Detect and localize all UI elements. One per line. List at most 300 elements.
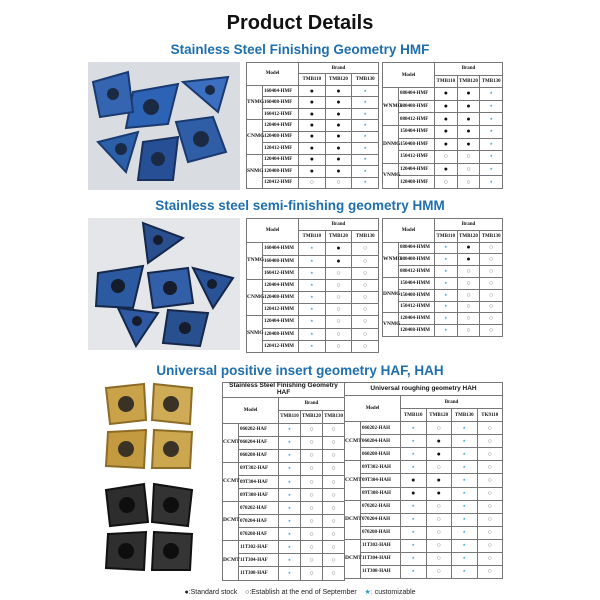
- availability-mark: ○: [352, 243, 379, 255]
- table-row: [247, 177, 379, 188]
- table-row: [383, 176, 503, 189]
- availability-mark: ●: [435, 163, 458, 176]
- availability-mark: ●: [457, 100, 480, 113]
- model-code: 09T308-HAF: [239, 489, 279, 502]
- availability-mark: ○: [477, 513, 503, 526]
- availability-mark: ○: [352, 304, 379, 316]
- brand-header: Brand: [299, 63, 379, 74]
- availability-mark: ○: [426, 513, 452, 526]
- availability-mark: ●: [325, 85, 352, 96]
- availability-mark: ⋆: [299, 267, 326, 279]
- availability-mark: ●: [457, 113, 480, 126]
- availability-mark: ●: [299, 97, 326, 108]
- table-row: [383, 289, 503, 301]
- availability-mark: ○: [301, 476, 323, 489]
- model-code: 11T302-HAH: [361, 539, 401, 552]
- availability-mark: ⋆: [279, 436, 301, 449]
- availability-mark: ○: [352, 267, 379, 279]
- availability-mark: ●: [401, 474, 427, 487]
- model-code: 120408-HMM: [263, 328, 299, 340]
- table-row: [247, 304, 379, 316]
- availability-mark: ○: [301, 449, 323, 462]
- spec-table-hmf-2: [382, 62, 503, 189]
- availability-mark: ○: [352, 328, 379, 340]
- table-row: [383, 88, 503, 101]
- availability-mark: ⋆: [435, 301, 458, 313]
- model-code: 120412-HMF: [263, 177, 299, 188]
- availability-mark: ○: [325, 316, 352, 328]
- availability-mark: ⋆: [435, 254, 458, 266]
- availability-mark: ○: [323, 554, 345, 567]
- availability-mark: ○: [323, 541, 345, 554]
- availability-mark: ⋆: [352, 166, 379, 177]
- availability-mark: ⋆: [435, 242, 458, 254]
- brand-column-header: TMB130: [480, 230, 503, 242]
- availability-mark: ○: [435, 176, 458, 189]
- table-row: [345, 435, 503, 448]
- availability-mark: ○: [352, 316, 379, 328]
- availability-mark: ●: [457, 138, 480, 151]
- model-code: 060208-HAF: [239, 449, 279, 462]
- insert-type: TNMG: [247, 85, 263, 119]
- availability-mark: ○: [480, 301, 503, 313]
- availability-mark: ○: [477, 435, 503, 448]
- product-photo-hmm: [88, 218, 240, 350]
- insert-type: DNMG: [383, 125, 399, 163]
- availability-mark: ○: [352, 292, 379, 304]
- availability-mark: ○: [426, 552, 452, 565]
- availability-mark: ●: [435, 100, 458, 113]
- insert-type: CCMT: [223, 462, 239, 501]
- availability-mark: ○: [323, 502, 345, 515]
- availability-mark: ⋆: [452, 448, 478, 461]
- availability-mark: ⋆: [480, 113, 503, 126]
- insert-type: WNMG: [383, 88, 399, 126]
- availability-mark: ○: [457, 313, 480, 325]
- model-code: 070204-HAF: [239, 515, 279, 528]
- insert-type: CNMG: [247, 120, 263, 154]
- availability-mark: ○: [457, 277, 480, 289]
- availability-mark: ○: [323, 462, 345, 475]
- availability-mark: ⋆: [352, 108, 379, 119]
- table-row: [247, 108, 379, 119]
- insert-type: VNMG: [383, 163, 399, 188]
- model-code: 09T304-HAF: [239, 476, 279, 489]
- table-row: [223, 423, 345, 436]
- model-code: 120412-HMM: [263, 340, 299, 352]
- availability-mark: ⋆: [299, 316, 326, 328]
- availability-mark: ○: [323, 528, 345, 541]
- availability-mark: ⋆: [452, 422, 478, 435]
- legend-customizable-mark: ★:: [364, 589, 373, 596]
- table-row: [247, 154, 379, 165]
- insert-type: CCMT: [223, 423, 239, 462]
- model-code: 120408-HMM: [263, 292, 299, 304]
- brand-column-header: TMB110: [279, 410, 301, 423]
- availability-mark: ⋆: [299, 243, 326, 255]
- brand-column-header: TK9110: [477, 409, 503, 422]
- availability-mark: ○: [426, 461, 452, 474]
- insert-type: WNMG: [383, 242, 399, 277]
- availability-mark: ⋆: [401, 565, 427, 578]
- table-row: [345, 513, 503, 526]
- table-row: [223, 541, 345, 554]
- insert-type: DCMT: [345, 500, 361, 539]
- availability-mark: ⋆: [401, 461, 427, 474]
- spec-table-hah: [344, 382, 503, 579]
- availability-mark: ●: [457, 254, 480, 266]
- model-code: 120412-HMF: [263, 143, 299, 154]
- availability-mark: ○: [325, 279, 352, 291]
- availability-mark: ●: [299, 108, 326, 119]
- insert-type: DCMT: [345, 539, 361, 578]
- availability-mark: ○: [352, 279, 379, 291]
- table-row: [223, 502, 345, 515]
- model-code: 160408-HMF: [263, 97, 299, 108]
- availability-mark: ⋆: [480, 88, 503, 101]
- model-code: 080404-HMF: [399, 88, 435, 101]
- table-row: [247, 255, 379, 267]
- brand-column-header: TMB120: [301, 410, 323, 423]
- availability-mark: ●: [435, 138, 458, 151]
- spec-table-hmm-1: [246, 218, 379, 353]
- availability-mark: ⋆: [352, 154, 379, 165]
- availability-mark: ⋆: [480, 163, 503, 176]
- model-code: 120404-HMF: [263, 154, 299, 165]
- brand-column-header: TMB110: [435, 230, 458, 242]
- availability-mark: ○: [426, 500, 452, 513]
- availability-mark: ⋆: [435, 325, 458, 337]
- availability-mark: ⋆: [279, 515, 301, 528]
- availability-mark: ⋆: [352, 177, 379, 188]
- availability-mark: ○: [457, 163, 480, 176]
- table-row: [247, 97, 379, 108]
- availability-mark: ○: [323, 567, 345, 580]
- availability-mark: ○: [325, 177, 352, 188]
- table-row: [247, 166, 379, 177]
- availability-mark: ○: [301, 502, 323, 515]
- availability-mark: ○: [426, 565, 452, 578]
- availability-mark: ●: [299, 143, 326, 154]
- availability-mark: ⋆: [279, 423, 301, 436]
- availability-mark: ⋆: [401, 422, 427, 435]
- model-code: 09T302-HAF: [239, 462, 279, 475]
- brand-column-header: TMB120: [325, 74, 352, 85]
- availability-mark: ⋆: [299, 304, 326, 316]
- availability-mark: ⋆: [480, 100, 503, 113]
- model-code: 09T308-HAH: [361, 487, 401, 500]
- table-row: [223, 554, 345, 567]
- availability-mark: ○: [457, 151, 480, 164]
- model-code: 080408-HMF: [399, 100, 435, 113]
- table-row: [223, 462, 345, 475]
- table-row: [345, 448, 503, 461]
- availability-mark: ⋆: [401, 435, 427, 448]
- brand-header: Brand: [279, 397, 345, 410]
- availability-mark: ⋆: [401, 500, 427, 513]
- availability-mark: ○: [457, 266, 480, 278]
- model-header: Model: [345, 396, 401, 422]
- availability-mark: ●: [426, 448, 452, 461]
- table-row: [223, 449, 345, 462]
- spec-table-hmm-2: [382, 218, 503, 337]
- availability-mark: ⋆: [452, 435, 478, 448]
- brand-column-header: TMB120: [325, 231, 352, 243]
- availability-mark: ⋆: [352, 85, 379, 96]
- availability-mark: ●: [435, 125, 458, 138]
- availability-mark: ●: [299, 131, 326, 142]
- availability-mark: ⋆: [279, 502, 301, 515]
- availability-mark: ○: [301, 423, 323, 436]
- section-heading-hmf: Stainless Steel Finishing Geometry HMF: [170, 42, 430, 57]
- model-code: 060208-HAH: [361, 448, 401, 461]
- availability-mark: ○: [457, 325, 480, 337]
- availability-mark: ○: [477, 487, 503, 500]
- brand-column-header: TMB110: [435, 75, 458, 88]
- brand-column-header: TMB120: [426, 409, 452, 422]
- model-code: 120404-HMM: [263, 279, 299, 291]
- table-row: [345, 487, 503, 500]
- availability-mark: ●: [435, 88, 458, 101]
- availability-mark: ○: [301, 567, 323, 580]
- availability-mark: ●: [325, 166, 352, 177]
- model-code: 120404-HMM: [399, 313, 435, 325]
- model-code: 11T304-HAH: [361, 552, 401, 565]
- table-row: [247, 85, 379, 96]
- model-code: 120404-HMF: [399, 163, 435, 176]
- brand-column-header: TMB130: [452, 409, 478, 422]
- model-code: 070202-HAH: [361, 500, 401, 513]
- availability-mark: ⋆: [352, 143, 379, 154]
- availability-mark: ⋆: [279, 476, 301, 489]
- availability-mark: ●: [325, 131, 352, 142]
- availability-mark: ○: [477, 565, 503, 578]
- availability-mark: ⋆: [299, 328, 326, 340]
- availability-mark: ⋆: [352, 120, 379, 131]
- section-heading-haf-hah: Universal positive insert geometry HAF, HAH: [156, 363, 444, 378]
- model-code: 080412-HMF: [399, 113, 435, 126]
- model-code: 150408-HMM: [399, 289, 435, 301]
- availability-mark: ⋆: [279, 449, 301, 462]
- availability-mark: ⋆: [452, 513, 478, 526]
- availability-mark: ●: [457, 88, 480, 101]
- availability-mark: ⋆: [452, 539, 478, 552]
- model-code: 120408-HMM: [399, 325, 435, 337]
- brand-column-header: TMB120: [457, 230, 480, 242]
- availability-mark: ○: [480, 266, 503, 278]
- availability-mark: ○: [299, 177, 326, 188]
- availability-mark: ⋆: [352, 97, 379, 108]
- availability-mark: ⋆: [452, 487, 478, 500]
- availability-mark: ⋆: [299, 292, 326, 304]
- model-code: 070208-HAH: [361, 526, 401, 539]
- availability-mark: ○: [325, 340, 352, 352]
- availability-mark: ○: [323, 489, 345, 502]
- availability-mark: ○: [457, 176, 480, 189]
- table-row: [247, 328, 379, 340]
- insert-type: DCMT: [223, 541, 239, 580]
- availability-mark: ⋆: [279, 554, 301, 567]
- availability-mark: ●: [325, 143, 352, 154]
- model-code: 150404-HMF: [399, 125, 435, 138]
- availability-mark: ⋆: [401, 448, 427, 461]
- table-row: [247, 267, 379, 279]
- table-row: [223, 567, 345, 580]
- availability-mark: ⋆: [401, 539, 427, 552]
- table-row: [345, 461, 503, 474]
- availability-mark: ○: [477, 422, 503, 435]
- spec-table-hmf-1: [246, 62, 379, 189]
- table-row: [247, 243, 379, 255]
- availability-mark: ○: [323, 449, 345, 462]
- availability-mark: ○: [325, 292, 352, 304]
- model-code: 11T308-HAF: [239, 567, 279, 580]
- availability-mark: ⋆: [480, 176, 503, 189]
- brand-column-header: TMB120: [457, 75, 480, 88]
- availability-mark: ●: [325, 255, 352, 267]
- table-row: [345, 565, 503, 578]
- model-code: 09T302-HAH: [361, 461, 401, 474]
- section-heading-hmm: Stainless steel semi-finishing geometry HMM: [155, 198, 445, 213]
- availability-mark: ○: [480, 242, 503, 254]
- availability-mark: ○: [480, 289, 503, 301]
- availability-mark: ○: [477, 448, 503, 461]
- table-row: [383, 242, 503, 254]
- availability-mark: ●: [325, 108, 352, 119]
- brand-column-header: TMB110: [299, 231, 326, 243]
- availability-mark: ⋆: [435, 313, 458, 325]
- availability-mark: ⋆: [435, 277, 458, 289]
- insert-type: CCMT: [345, 461, 361, 500]
- table-row: [247, 120, 379, 131]
- page-title: Product Details: [226, 12, 374, 34]
- availability-mark: ●: [325, 97, 352, 108]
- table-row: [383, 113, 503, 126]
- table-row: [247, 279, 379, 291]
- model-code: 120408-HMF: [263, 131, 299, 142]
- availability-mark: ○: [352, 255, 379, 267]
- availability-mark: ○: [301, 554, 323, 567]
- model-code: 09T304-HAH: [361, 474, 401, 487]
- brand-header: Brand: [435, 63, 503, 76]
- availability-mark: ●: [457, 125, 480, 138]
- insert-type: DCMT: [223, 502, 239, 541]
- table-row: [383, 301, 503, 313]
- availability-mark: ○: [457, 289, 480, 301]
- availability-mark: ○: [426, 422, 452, 435]
- availability-mark: ○: [301, 515, 323, 528]
- availability-mark: ●: [325, 243, 352, 255]
- table-row: [345, 526, 503, 539]
- model-code: 160412-HMF: [263, 108, 299, 119]
- availability-mark: ●: [426, 487, 452, 500]
- availability-mark: ●: [401, 487, 427, 500]
- availability-mark: ○: [480, 254, 503, 266]
- insert-type: SNMG: [247, 154, 263, 188]
- availability-mark: ○: [301, 489, 323, 502]
- table-row: [345, 500, 503, 513]
- availability-mark: ●: [325, 154, 352, 165]
- availability-mark: ●: [426, 435, 452, 448]
- availability-mark: ○: [323, 476, 345, 489]
- availability-mark: ○: [325, 267, 352, 279]
- availability-mark: ●: [299, 120, 326, 131]
- brand-header: Brand: [401, 396, 503, 409]
- insert-type: CNMG: [247, 279, 263, 316]
- model-code: 150404-HMM: [399, 277, 435, 289]
- availability-mark: ○: [477, 500, 503, 513]
- table-row: [223, 489, 345, 502]
- table-row: [247, 143, 379, 154]
- spec-table-haf: [222, 382, 345, 581]
- product-photo-hmf: [88, 62, 240, 190]
- availability-mark: ⋆: [480, 138, 503, 151]
- model-code: 060204-HAH: [361, 435, 401, 448]
- availability-mark: ⋆: [299, 279, 326, 291]
- model-header: Model: [247, 219, 299, 243]
- model-code: 070208-HAF: [239, 528, 279, 541]
- table-row: [247, 316, 379, 328]
- table-row: [247, 292, 379, 304]
- availability-mark: ●: [299, 85, 326, 96]
- table-row: [247, 131, 379, 142]
- table-row: [383, 277, 503, 289]
- model-code: 120408-HMF: [399, 176, 435, 189]
- availability-mark: ○: [325, 328, 352, 340]
- brand-column-header: TMB110: [299, 74, 326, 85]
- insert-type: VNMG: [383, 313, 399, 337]
- availability-mark: ○: [323, 515, 345, 528]
- availability-mark: ○: [301, 462, 323, 475]
- legend-customizable: customizable: [374, 589, 416, 596]
- brand-header: Brand: [299, 219, 379, 231]
- availability-mark: ⋆: [299, 340, 326, 352]
- availability-mark: ⋆: [352, 131, 379, 142]
- availability-mark: ⋆: [401, 513, 427, 526]
- insert-type: DNMG: [383, 277, 399, 312]
- legend-standard: ●:Standard stock: [184, 589, 238, 596]
- model-header: Model: [383, 219, 435, 243]
- availability-mark: ●: [299, 154, 326, 165]
- table-row: [383, 151, 503, 164]
- availability-mark: ⋆: [435, 266, 458, 278]
- availability-mark: ⋆: [452, 565, 478, 578]
- availability-mark: ●: [457, 242, 480, 254]
- availability-mark: ○: [323, 423, 345, 436]
- table-row: [223, 515, 345, 528]
- availability-mark: ○: [480, 325, 503, 337]
- table-caption: Universal roughing geometry HAH: [345, 383, 503, 396]
- availability-mark: ○: [457, 301, 480, 313]
- availability-mark: ○: [426, 539, 452, 552]
- model-code: 11T304-HAF: [239, 554, 279, 567]
- model-code: 160404-HMM: [263, 243, 299, 255]
- product-photo-haf-hah: [100, 380, 200, 576]
- table-row: [383, 125, 503, 138]
- availability-mark: ○: [301, 436, 323, 449]
- availability-mark: ○: [301, 541, 323, 554]
- model-code: 080408-HMM: [399, 254, 435, 266]
- model-code: 150412-HMM: [399, 301, 435, 313]
- availability-mark: ⋆: [279, 462, 301, 475]
- table-caption: Stainless Steel Finishing Geometry HAF: [223, 383, 345, 398]
- availability-mark: ●: [299, 166, 326, 177]
- table-row: [345, 422, 503, 435]
- availability-mark: ⋆: [279, 567, 301, 580]
- legend-establish: ○:Establish at the end of September: [245, 589, 357, 596]
- model-code: 080412-HMM: [399, 266, 435, 278]
- model-code: 060202-HAH: [361, 422, 401, 435]
